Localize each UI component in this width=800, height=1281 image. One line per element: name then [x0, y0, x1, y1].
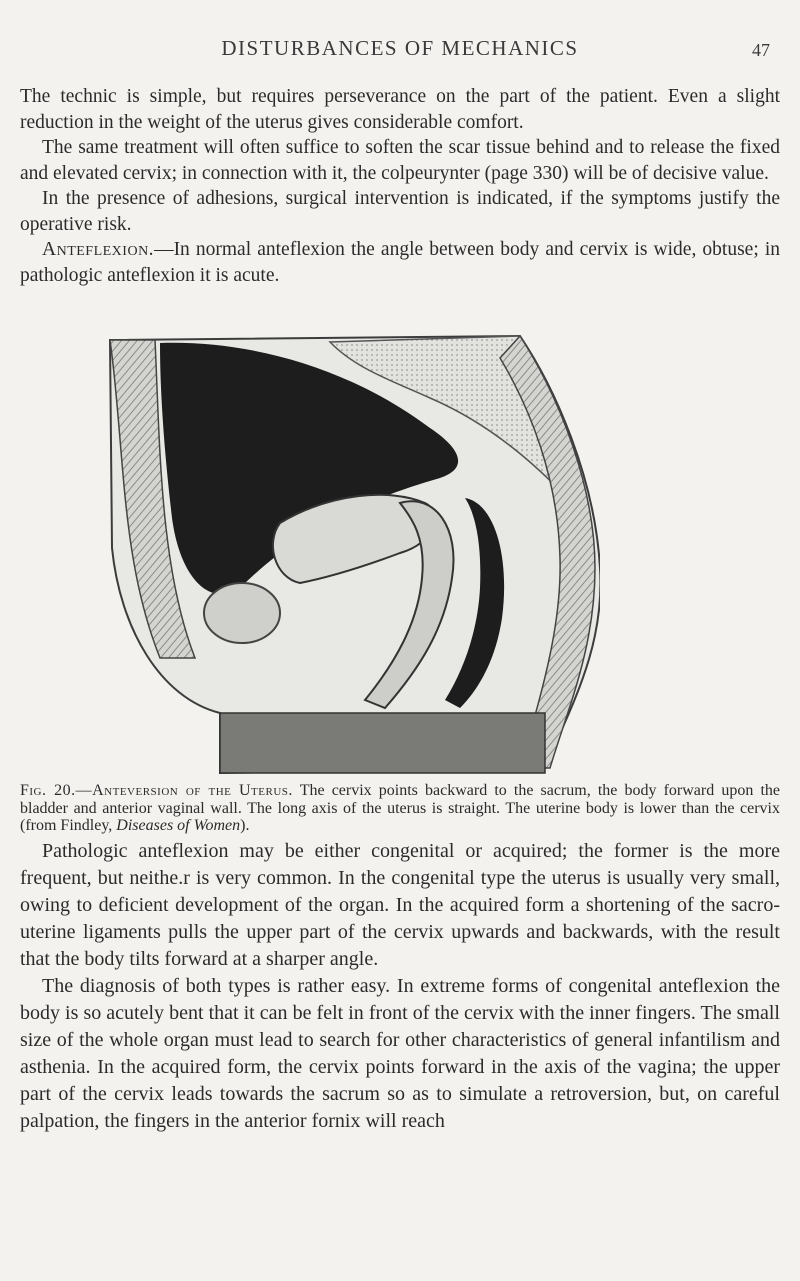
paragraph: The same treatment will often suffice to soften the scar tissue behind and to release the fixed and elevated cervix; in connection with it, the colpeurynter (page 330) will be of decisive value. [20, 137, 780, 184]
paragraph: The technic is simple, but requires perseverance on the part of the patient. Even a slight reduction in the weight of the uterus gives considerable comfort. [20, 86, 780, 133]
caption-heading: —Anteversion of the Uterus. [75, 782, 293, 799]
running-head: DISTURBANCES OF MECHANICS [221, 36, 579, 60]
top-text-block [20, 84, 780, 288]
caption-source: Diseases of Women [116, 817, 241, 834]
page-header [0, 36, 800, 66]
page-number: 47 [752, 40, 770, 60]
paragraph: The diagnosis of both types is rather easy. In extreme forms of congenital anteflexion the body is so acutely bent that it can be felt in front of the cervix with the inner fingers. The small size of the whole organ must lead to search for other characteristics of general infantilism and asthenia. In the acquired form, the cervix points forward in the axis of the vagina; the upper part of the cervix leads towards the sacrum so as to simulate a retroversion, but, on careful palpation, the fingers in the anterior fornix will reach [20, 975, 780, 1132]
paragraph-text: —In normal anteflexion the angle between body and cervix is wide, obtuse; in pathologic anteflexion it is acute. [20, 239, 780, 286]
bladder [204, 583, 280, 643]
bottom-text-block [20, 838, 780, 1135]
paragraph: In the presence of adhesions, surgical intervention is indicated, if the symptoms justify the operative risk. [20, 188, 780, 235]
figure-caption [20, 782, 780, 835]
paragraph-anteflexion [20, 237, 780, 288]
section-heading: Anteflexion. [42, 239, 155, 260]
caption-label: Fig. 20. [20, 782, 76, 799]
perineum [220, 713, 545, 773]
caption-end: ). [240, 817, 250, 834]
caption-text: The cervix points backward to the sacrum, the body forward upon the bladder and anterior vaginal wall. The long axis of the uterus is straight. The uterine body is lower than the cervix (from Findley, [20, 782, 781, 834]
anatomical-illustration [100, 328, 600, 778]
paragraph: Pathologic anteflexion may be either congenital or acquired; the former is the more frequent, but neithe.r is very common. In the congenital type the uterus is usually very small, owing to deficient development of the organ. In the acquired form a shortening of the sacro-uterine ligaments pulls the upper part of the cervix upwards and backwards, with the result that the body tilts forward at a sharper angle. [20, 840, 780, 970]
